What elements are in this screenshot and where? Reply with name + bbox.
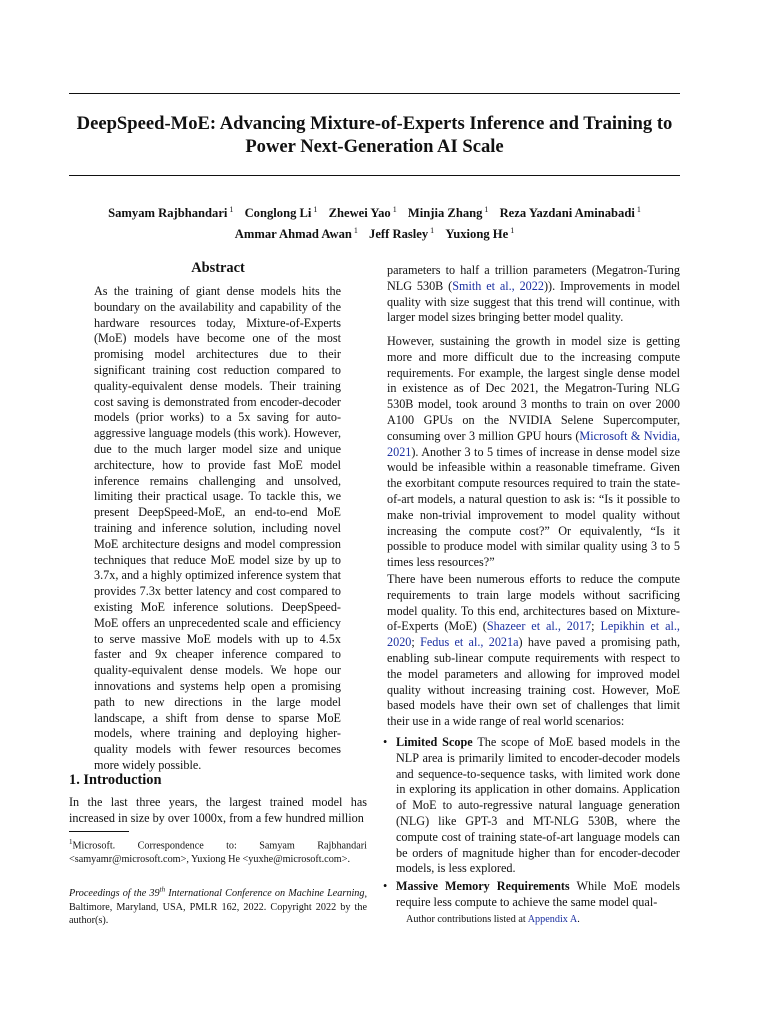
author: Minjia Zhang $^1$ — [407, 205, 489, 221]
proceedings-note: Proceedings of the 39th International Conference on Machine Learning, Baltimore, Maryland, USA, PMLR 162, 2022. Copyright 2022 by the author(s). — [69, 886, 368, 927]
bullet-icon: • — [383, 879, 388, 894]
affiliation-footnote: $^1$Microsoft. Correspondence to: Samyam Rajbhandari <samyamr@microsoft.com>, Yuxiong He <yuxhe@microsoft.com>. — [69, 838, 367, 865]
author-list — [69, 201, 680, 243]
abstract-text: As the training of giant dense models hits the boundary on the availability and capability of the hardware resources today, Mixture-of-Experts (MoE) models have become one of the most promising model architectures due to their significant training cost reduction compared to quality-equivalent dense models. Their training cost saving is demonstrated from encoder-decoder models (prior works) to a 5x saving for auto-aggressive language models (this work). However, due to the much larger model size and unique architecture, how to provide fast MoE model inference remains challenging and unsolved, limiting their practical usage. To tackle this, we present DeepSpeed-MoE, an end-to-end MoE training and inference solution, including novel MoE architecture designs and model compression techniques that reduce MoE model size by up to 3.7x, and a highly optimized inference system that provides 7.3x better latency and cost compared to existing MoE inference solutions. DeepSpeed-MoE offers an unprecedented scale and efficiency to serve massive MoE models with up to 4.5x faster and 9x cheaper inference compared to quality-equivalent dense models. We hope our innovations and systems help open a promising path to new directions in the large model landscape, a shift from dense to sparse MoE models, where training and deploying higher-quality models with fewer resources becomes more widely possible. — [94, 284, 341, 772]
list-item-title: Limited Scope — [396, 735, 473, 749]
title-top-rule — [69, 93, 680, 94]
title-line-1: DeepSpeed-MoE: Advancing Mixture-of-Experts Inference and Training to — [76, 113, 673, 134]
list-item: • Limited Scope The scope of MoE based models in the NLP area is primarily limited to encoder-decoder models and sequence-to-sequence tasks, with limited work done in exploring its application in other domains. Application of MoE to auto-regressive natural language generation (NLG) like GPT-3 and MT-NLG 530B, where the compute cost of training state-of-art language models can be orders of magnitude higher than for encoder-decoder models, is less explored. — [383, 735, 680, 876]
list-item-title: Massive Memory Requirements — [396, 879, 570, 894]
introduction-paragraph: In the last three years, the largest trained model has increased in size by over 1000x, from a few hundred million — [69, 795, 367, 825]
right-paragraph-3: There have been numerous efforts to reduce the compute requirements to train large models without sacrificing model quality. To this end, architectures based on Mixture-of-Experts (MoE) (Shazeer et al., 2017; Lepikhin et al., 2020; Fedus et al., 2021a) have paved a promising path, enabling sub-linear compute requirements with respect to the model parameters and allowing for improved model quality without increasing training cost. However, MoE based models have their own set of challenges that limit their use in a wide range of real world scenarios: — [387, 572, 680, 729]
paper-title — [69, 112, 680, 158]
author: Conglong Li $^1$ — [244, 205, 318, 221]
right-paragraph-2: However, sustaining the growth in model size is getting more and more difficult due to the increasing compute requirements. For example, the largest single dense model in existence as of Dec 2021, the Megatron-Turing NLG 530B model, took around 3 months to train on over 2000 A100 GPUs on the NVIDIA Selene Supercomputer, consuming over 3 million GPU hours (Microsoft & Nvidia, 2021). Another 3 to 5 times of increase in dense model size would be infeasible within a reasonable timeframe. Given the exorbitant compute resources required to train the state-of-art models, a natural question to ask is: “Is it possible to make non-trivial improvement to model quality without increasing the compute cost?” Or equivalently, “Is it possible to produce model with similar quality using 3 to 5 times less resources?” — [387, 334, 680, 570]
author: Jeff Rasley $^1$ — [369, 226, 435, 242]
list-item: • Massive Memory Requirements While MoE models require less compute to achieve the same model qual- — [383, 879, 681, 909]
author: Zhewei Yao $^1$ — [328, 205, 397, 221]
author-row-1 — [69, 201, 680, 222]
challenges-list — [383, 735, 680, 913]
citation-link[interactable]: Shazeer et al., 2017 — [486, 619, 592, 634]
author: Ammar Ahmad Awan $^1$ — [234, 226, 358, 242]
citation-link[interactable]: Lepikhin et al., 2020 — [387, 619, 680, 650]
author: Reza Yazdani Aminabadi $^1$ — [499, 205, 641, 221]
title-bottom-rule — [69, 175, 680, 176]
author: Samyam Rajbhandari $^1$ — [108, 205, 234, 221]
author-contributions-footnote: Author contributions listed at Appendix A. — [406, 914, 580, 925]
section-heading-introduction: 1. Introduction — [69, 772, 162, 788]
author: Yuxiong He $^1$ — [445, 226, 515, 242]
right-paragraph-1: parameters to half a trillion parameters (Megatron-Turing NLG 530B (Smith et al., 2022)). Improvements in model quality with size suggest that this trend will continue, with larger model sizes bringing better model quality. — [387, 263, 680, 325]
bullet-icon: • — [383, 735, 388, 749]
citation-link[interactable]: Smith et al., 2022 — [452, 278, 544, 293]
title-line-2: Power Next-Generation AI Scale — [245, 136, 504, 157]
author-row-2 — [69, 222, 680, 243]
citation-link[interactable]: Fedus et al., 2021a — [420, 635, 519, 650]
footnote-rule — [69, 831, 129, 832]
abstract-heading: Abstract — [191, 260, 245, 276]
citation-link[interactable]: Microsoft & Nvidia, 2021 — [387, 428, 680, 459]
appendix-link[interactable]: Appendix A — [527, 914, 578, 925]
